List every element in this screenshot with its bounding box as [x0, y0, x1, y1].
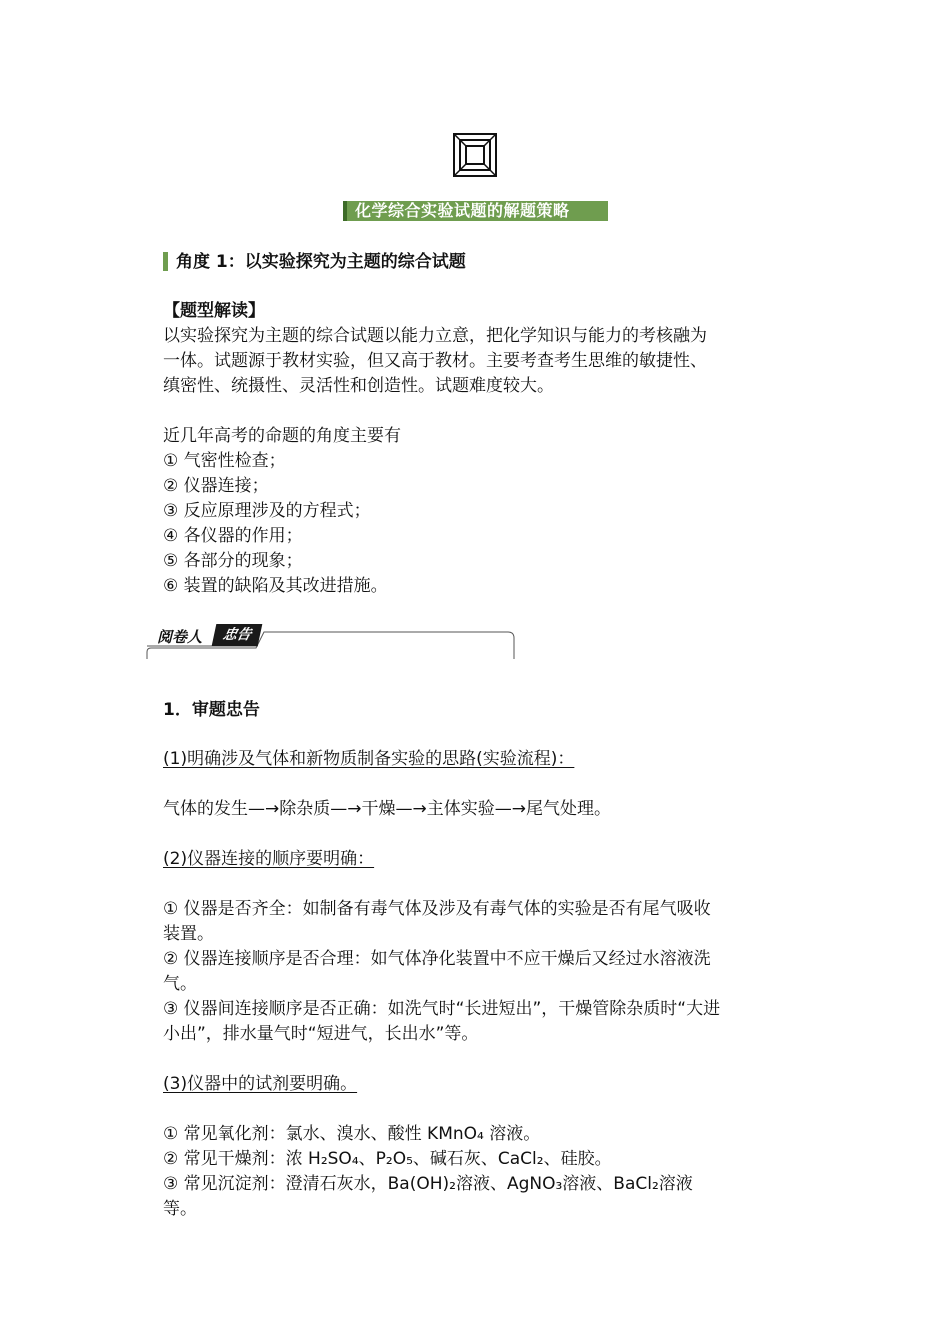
list-item: ① 气密性检查； — [163, 451, 286, 471]
point-line: 装置。 — [163, 924, 214, 944]
interpretation-line: 缜密性、统摄性、灵活性和创造性。试题难度较大。 — [163, 376, 554, 396]
list-item: ⑥ 装置的缺陷及其改进措施。 — [163, 576, 388, 596]
angle-marker — [163, 252, 168, 271]
point-line: ③ 仪器间连接顺序是否正确：如洗气时“长进短出”，干燥管除杂质时“大进 — [163, 999, 721, 1019]
reader-label: 阅卷人 — [157, 628, 203, 646]
point-title: (2)仪器连接的顺序要明确： — [163, 849, 375, 869]
list-item: ④ 各仪器的作用； — [163, 526, 303, 546]
flow-text: 气体的发生—→除杂质—→干燥—→主体实验—→尾气处理。 — [163, 799, 611, 819]
reagent-precipitant: ③ 常见沉淀剂：澄清石灰水，Ba(OH)₂溶液、AgNO₃溶液、BaCl₂溶液 — [163, 1174, 693, 1194]
interpretation-line: 一体。试题源于教材实验，但又高于教材。主要考查考生思维的敏捷性、 — [163, 351, 707, 371]
point-line: 气。 — [163, 974, 197, 994]
list-item: ② 仪器连接； — [163, 476, 269, 496]
reagent-desiccant: ② 常见干燥剂：浓 H₂SO₄、P₂O₅、碱石灰、CaCl₂、硅胶。 — [163, 1149, 612, 1169]
point-line: 小出”，排水量气时“短进气，长出水”等。 — [163, 1024, 479, 1044]
reader-badge: 忠告 — [212, 624, 263, 646]
reagent-precipitant-cont: 等。 — [163, 1199, 197, 1219]
interpretation-heading: 【题型解读】 — [163, 301, 265, 321]
list-item: ③ 反应原理涉及的方程式； — [163, 501, 371, 521]
recent-intro: 近几年高考的命题的角度主要有 — [163, 426, 401, 446]
point-line: ① 仪器是否齐全：如制备有毒气体及涉及有毒气体的实验是否有尾气吸收 — [163, 899, 711, 919]
reagent-oxidant: ① 常见氧化剂：氯水、溴水、酸性 KMnO₄ 溶液。 — [163, 1124, 541, 1144]
point-title: (1)明确涉及气体和新物质制备实验的思路(实验流程)： — [163, 749, 575, 769]
point-title: (3)仪器中的试剂要明确。 — [163, 1074, 358, 1094]
list-item: ⑤ 各部分的现象； — [163, 551, 303, 571]
banner-title: 化学综合实验试题的解题策略 — [355, 201, 570, 220]
point-line: ② 仪器连接顺序是否合理：如气体净化装置中不应干燥后又经过水溶液洗 — [163, 949, 711, 969]
nested-square-frame-icon — [453, 133, 497, 177]
title-banner-accent — [343, 201, 347, 221]
title-banner — [343, 201, 608, 221]
advice-heading: 1．审题忠告 — [163, 700, 260, 720]
angle-title: 角度 1：以实验探究为主题的综合试题 — [176, 252, 466, 272]
interpretation-line: 以实验探究为主题的综合试题以能力立意，把化学知识与能力的考核融为 — [163, 326, 707, 346]
